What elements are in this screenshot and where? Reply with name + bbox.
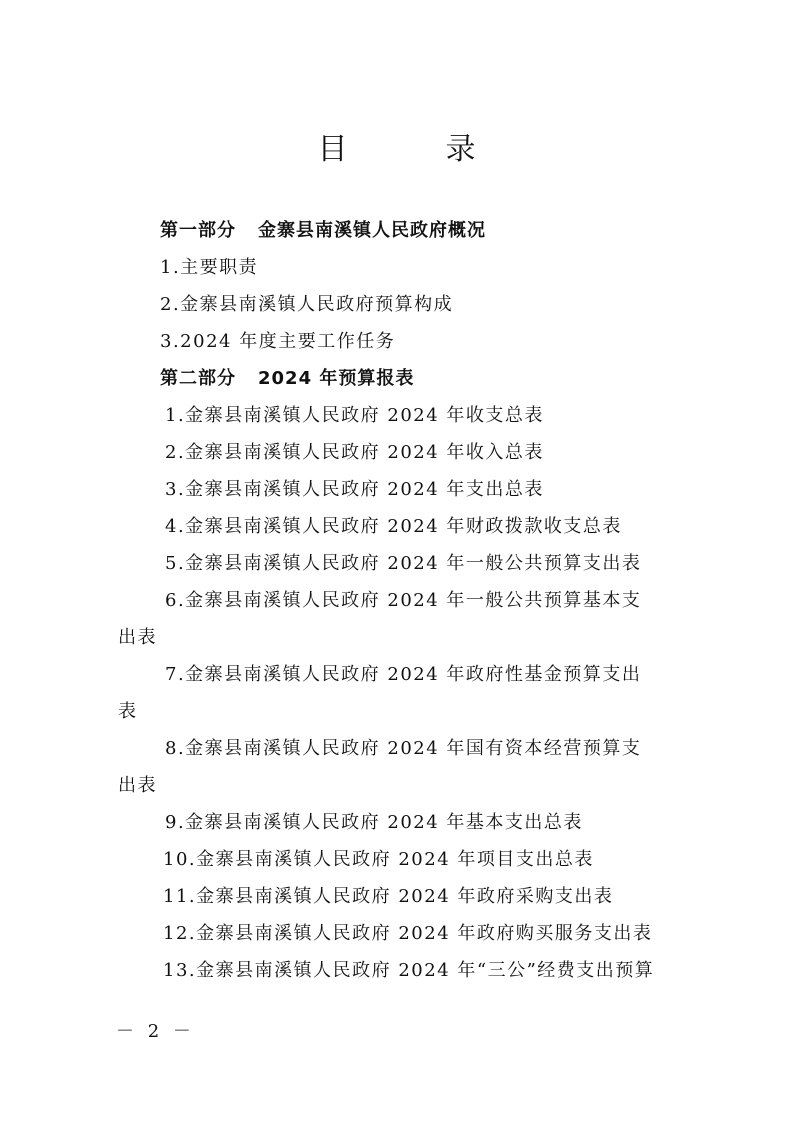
part1-label: 第一部分 xyxy=(160,220,236,241)
toc-entry: 1.金寨县南溪镇人民政府 2024 年收支总表 xyxy=(165,405,544,426)
toc-entry: 13.金寨县南溪镇人民政府 2024 年“三公”经费支出预算 xyxy=(163,960,655,981)
toc-entry: 5.金寨县南溪镇人民政府 2024 年一般公共预算支出表 xyxy=(165,553,642,574)
part1-item: 3.2024 年度主要工作任务 xyxy=(160,331,396,352)
toc-entry: 10.金寨县南溪镇人民政府 2024 年项目支出总表 xyxy=(163,849,594,870)
toc-entry: 6.金寨县南溪镇人民政府 2024 年一般公共预算基本支 xyxy=(165,590,642,611)
part2-label: 第二部分 xyxy=(160,368,236,389)
toc-entry: 12.金寨县南溪镇人民政府 2024 年政府购买服务支出表 xyxy=(163,923,653,944)
toc-entry: 8.金寨县南溪镇人民政府 2024 年国有资本经营预算支 xyxy=(165,738,642,759)
part1-heading xyxy=(118,212,678,249)
table-of-contents xyxy=(118,212,678,989)
part1-title: 金寨县南溪镇人民政府概况 xyxy=(258,220,486,241)
part1-item: 2.金寨县南溪镇人民政府预算构成 xyxy=(160,294,454,315)
toc-entry: 2.金寨县南溪镇人民政府 2024 年收入总表 xyxy=(165,442,544,463)
part1-item: 1.主要职责 xyxy=(160,257,259,278)
toc-entry-continuation: 表 xyxy=(118,701,138,722)
page-title: 目 录 xyxy=(317,132,510,167)
toc-entry: 4.金寨县南溪镇人民政府 2024 年财政拨款收支总表 xyxy=(165,516,622,537)
toc-entry: 11.金寨县南溪镇人民政府 2024 年政府采购支出表 xyxy=(163,886,614,907)
toc-entry-continuation: 出表 xyxy=(118,627,157,648)
part2-title: 2024 年预算报表 xyxy=(258,368,415,389)
toc-entry: 3.金寨县南溪镇人民政府 2024 年支出总表 xyxy=(165,479,544,500)
toc-entry-continuation: 出表 xyxy=(118,775,157,796)
part2-heading xyxy=(118,360,678,397)
toc-entry: 7.金寨县南溪镇人民政府 2024 年政府性基金预算支出 xyxy=(165,664,642,685)
page-number: － 2 － xyxy=(116,1021,195,1042)
toc-entry: 9.金寨县南溪镇人民政府 2024 年基本支出总表 xyxy=(165,812,583,833)
